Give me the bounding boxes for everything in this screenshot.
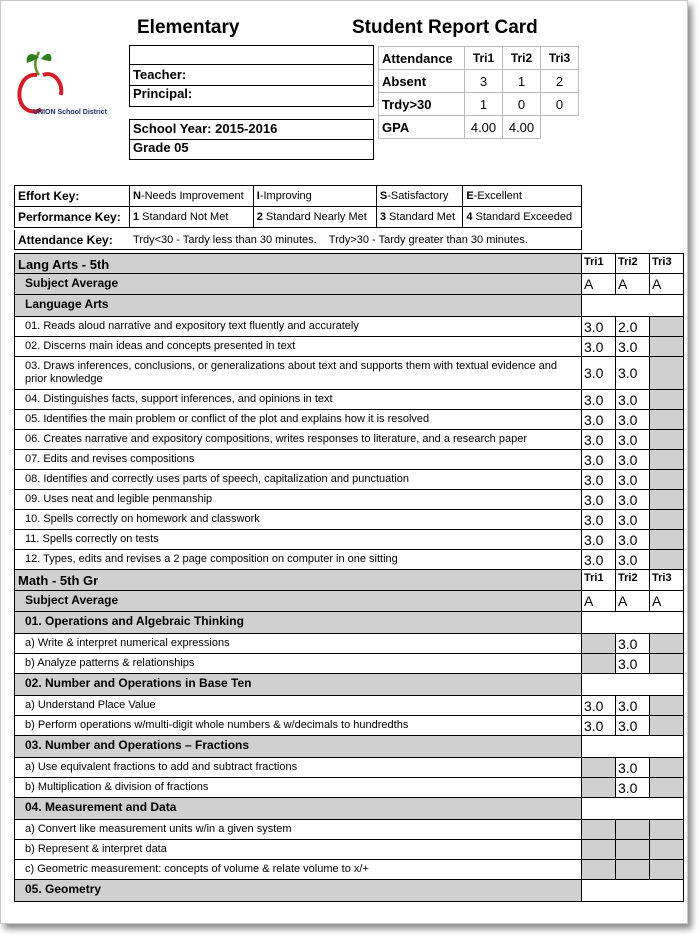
performance-key-2: 2 Standard Nearly Met	[253, 207, 376, 228]
standard-label: 10. Spells correctly on homework and classwork	[25, 513, 260, 525]
table-row	[14, 716, 684, 736]
grade-cell-tri3	[650, 470, 684, 489]
grade-cell-blank	[582, 880, 684, 901]
grade-cell-tri2: 3.0	[616, 778, 650, 797]
table-row	[14, 654, 684, 674]
grade-cell-blank	[582, 295, 684, 316]
standard-label: 12. Types, edits and revises a 2 page composition on computer in one sitting	[25, 553, 398, 565]
absent-tri3: 2	[541, 70, 579, 93]
effort-key-i: I-Improving	[253, 186, 376, 207]
section-header-row	[14, 295, 684, 317]
grade-cell-tri2: 3.0	[616, 490, 650, 509]
subject-header-row	[14, 253, 684, 274]
att-col-tri2: Tri2	[503, 47, 541, 70]
tardy-tri2: 0	[503, 93, 541, 116]
staff-box	[129, 45, 374, 107]
grade-cell-tri2	[616, 820, 650, 839]
grade-cell-tri2: 3.0	[616, 357, 650, 389]
grade-cell-tri3	[650, 530, 684, 549]
grade-cell-tri3	[650, 860, 684, 879]
grade-cell-tri3	[650, 716, 684, 735]
grade-cell-tri3	[650, 820, 684, 839]
effort-key-n: N-Needs Improvement	[130, 186, 254, 207]
grades-table	[14, 253, 684, 902]
term-header-tri2: Tri2	[616, 570, 650, 590]
table-row	[14, 450, 684, 470]
table-row	[14, 317, 684, 337]
section-header-row	[14, 736, 684, 758]
grade-cell-tri1: 3.0	[582, 530, 616, 549]
grade-cell-tri2: 3.0	[616, 716, 650, 735]
table-row	[14, 696, 684, 716]
grade-cell-tri1: 3.0	[582, 357, 616, 389]
teacher-label: Teacher:	[133, 67, 187, 82]
subject-header-row	[14, 570, 684, 591]
grade-level: Grade 05	[133, 140, 189, 155]
tardy-tri1: 1	[465, 93, 503, 116]
table-row	[14, 337, 684, 357]
standard-label: 03. Draws inferences, conclusions, or generalizations about text and supports them with textual evidence and prior knowledge	[25, 360, 557, 385]
grade-cell-tri2: 2.0	[616, 317, 650, 336]
standard-label: 07. Edits and revises compositions	[25, 453, 195, 465]
grade-cell-tri2	[616, 840, 650, 859]
grade-cell-tri1	[582, 860, 616, 879]
grade-cell-tri1: A	[582, 274, 616, 294]
key-table	[14, 185, 582, 228]
standard-label: 02. Discerns main ideas and concepts presented in text	[25, 340, 296, 352]
grade-cell-tri3: A	[650, 591, 684, 611]
section-header-row	[14, 612, 684, 634]
table-row	[14, 410, 684, 430]
grade-cell-tri2: 3.0	[616, 530, 650, 549]
grade-cell-tri1: 3.0	[582, 317, 616, 336]
standard-label: b) Perform operations w/multi-digit whole numbers & w/decimals to hundredths	[25, 719, 409, 731]
school-type-heading: Elementary	[137, 17, 240, 38]
gpa-tri3	[541, 116, 579, 139]
grade-cell-tri3	[650, 510, 684, 529]
section-header-row	[14, 798, 684, 820]
table-row	[14, 430, 684, 450]
standard-label: b) Multiplication & division of fractions	[25, 781, 209, 793]
gpa-tri2: 4.00	[503, 116, 541, 139]
grade-cell-blank	[582, 736, 684, 757]
subject-average-row	[14, 274, 684, 295]
grade-cell-blank	[582, 612, 684, 633]
grade-cell-tri1	[582, 778, 616, 797]
grade-cell-tri2: 3.0	[616, 450, 650, 469]
section-label: 03. Number and Operations – Fractions	[25, 738, 250, 752]
grade-cell-tri1: 3.0	[582, 470, 616, 489]
tardy-label: Trdy>30	[379, 93, 465, 116]
table-row	[14, 758, 684, 778]
grade-cell-tri2: A	[616, 591, 650, 611]
performance-key-label: Performance Key:	[15, 207, 130, 228]
school-year: School Year: 2015-2016	[133, 121, 278, 136]
attendance-table	[378, 46, 579, 139]
att-col-tri3: Tri3	[541, 47, 579, 70]
grade-cell-tri2: 3.0	[616, 430, 650, 449]
table-row	[14, 634, 684, 654]
effort-key-label: Effort Key:	[15, 186, 130, 207]
standard-label: b) Represent & interpret data	[25, 843, 167, 855]
tardy-tri3: 0	[541, 93, 579, 116]
standard-label: c) Geometric measurement: concepts of volume & relate volume to x/+	[25, 863, 369, 875]
attendance-key	[14, 230, 582, 250]
principal-label: Principal:	[133, 86, 193, 101]
grade-cell-tri2: 3.0	[616, 550, 650, 569]
grade-cell-tri3	[650, 696, 684, 715]
grade-cell-tri1: 3.0	[582, 510, 616, 529]
district-name: UNION School District	[33, 109, 107, 116]
school-year-box	[129, 119, 374, 160]
standard-label: 01. Reads aloud narrative and expository text fluently and accurately	[25, 320, 359, 332]
grade-cell-tri1: 3.0	[582, 716, 616, 735]
subject-label: Math - 5th Gr	[18, 573, 99, 588]
grade-cell-tri1: 3.0	[582, 450, 616, 469]
grade-cell-tri1: A	[582, 591, 616, 611]
standard-label: 06. Creates narrative and expository compositions, writes responses to literature, and a research paper	[25, 433, 527, 445]
section-label: 05. Geometry	[25, 882, 102, 896]
grade-cell-tri3	[650, 430, 684, 449]
grade-cell-tri3	[650, 450, 684, 469]
attendance-key-label: Attendance Key:	[18, 233, 113, 247]
attendance-key-text: Trdy<30 - Tardy less than 30 minutes. Trdy>30 - Tardy greater than 30 minutes.	[133, 234, 528, 246]
report-title: Student Report Card	[352, 17, 538, 38]
section-label: 02. Number and Operations in Base Ten	[25, 676, 252, 690]
term-header-tri3: Tri3	[650, 254, 684, 273]
grade-cell-tri3	[650, 337, 684, 356]
grade-cell-tri2: 3.0	[616, 510, 650, 529]
grade-cell-tri1: 3.0	[582, 550, 616, 569]
grade-cell-blank	[582, 798, 684, 819]
grade-cell-tri3	[650, 634, 684, 653]
grade-cell-tri1: 3.0	[582, 696, 616, 715]
grade-cell-tri2: 3.0	[616, 634, 650, 653]
grade-cell-tri1: 3.0	[582, 390, 616, 409]
table-row	[14, 470, 684, 490]
grade-cell-tri2: 3.0	[616, 470, 650, 489]
grade-cell-tri2: 3.0	[616, 410, 650, 429]
grade-cell-tri2: 3.0	[616, 390, 650, 409]
grade-cell-tri1	[582, 634, 616, 653]
performance-key-3: 3 Standard Met	[376, 207, 462, 228]
grade-cell-tri2: 3.0	[616, 654, 650, 673]
gpa-label: GPA	[379, 116, 465, 139]
grade-cell-tri1: 3.0	[582, 430, 616, 449]
effort-key-e: E-Excellent	[463, 186, 582, 207]
standard-label: a) Write & interpret numerical expressions	[25, 637, 230, 649]
table-row	[14, 490, 684, 510]
performance-key-1: 1 Standard Not Met	[130, 207, 254, 228]
grade-cell-tri1	[582, 758, 616, 777]
grade-cell-tri3	[650, 410, 684, 429]
table-row	[14, 550, 684, 570]
term-header-tri1: Tri1	[582, 570, 616, 590]
grade-cell-tri1: 3.0	[582, 410, 616, 429]
standard-label: a) Understand Place Value	[25, 699, 156, 711]
grade-cell-tri3	[650, 778, 684, 797]
section-label: 01. Operations and Algebraic Thinking	[25, 614, 244, 628]
standard-label: b) Analyze patterns & relationships	[25, 657, 195, 669]
grade-cell-tri1	[582, 654, 616, 673]
standard-label: 11. Spells correctly on tests	[25, 533, 159, 545]
standard-label: a) Convert like measurement units w/in a given system	[25, 823, 292, 835]
standard-label: 08. Identifies and correctly uses parts of speech, capitalization and punctuation	[25, 473, 410, 485]
grade-cell-tri2: 3.0	[616, 758, 650, 777]
att-col-tri1: Tri1	[465, 47, 503, 70]
subject-average-label: Subject Average	[25, 593, 119, 607]
standard-label: 05. Identifies the main problem or conflict of the plot and explains how it is resolved	[25, 413, 430, 425]
table-row	[14, 860, 684, 880]
grade-cell-tri3	[650, 357, 684, 389]
grade-cell-tri3	[650, 550, 684, 569]
table-row	[14, 840, 684, 860]
absent-tri2: 1	[503, 70, 541, 93]
grade-cell-tri2: 3.0	[616, 337, 650, 356]
effort-key-s: S-Satisfactory	[376, 186, 462, 207]
section-label: 04. Measurement and Data	[25, 800, 177, 814]
grade-cell-tri3	[650, 758, 684, 777]
subject-average-label: Subject Average	[25, 276, 119, 290]
table-row	[14, 510, 684, 530]
term-header-tri1: Tri1	[582, 254, 616, 273]
table-row	[14, 820, 684, 840]
grade-cell-tri1	[582, 840, 616, 859]
standard-label: 09. Uses neat and legible penmanship	[25, 493, 213, 505]
grade-cell-blank	[582, 674, 684, 695]
standard-label: 04. Distinguishes facts, support inferences, and opinions in text	[25, 393, 333, 405]
section-header-row	[14, 880, 684, 902]
absent-label: Absent	[379, 70, 465, 93]
grade-cell-tri2: A	[616, 274, 650, 294]
table-row	[14, 530, 684, 550]
standard-label: a) Use equivalent fractions to add and subtract fractions	[25, 761, 298, 773]
grade-cell-tri3	[650, 317, 684, 336]
gpa-tri1: 4.00	[465, 116, 503, 139]
grade-cell-tri3	[650, 840, 684, 859]
grade-cell-tri3	[650, 490, 684, 509]
table-row	[14, 390, 684, 410]
grade-cell-tri3	[650, 654, 684, 673]
term-header-tri3: Tri3	[650, 570, 684, 590]
subject-average-row	[14, 591, 684, 612]
section-header-row	[14, 674, 684, 696]
table-row	[14, 778, 684, 798]
attendance-header: Attendance	[379, 47, 465, 70]
absent-tri1: 3	[465, 70, 503, 93]
grade-cell-tri2: 3.0	[616, 696, 650, 715]
performance-key-4: 4 Standard Exceeded	[463, 207, 582, 228]
table-row	[14, 357, 684, 390]
grade-cell-tri1: 3.0	[582, 490, 616, 509]
grade-cell-tri1: 3.0	[582, 337, 616, 356]
grade-cell-tri3: A	[650, 274, 684, 294]
grade-cell-tri3	[650, 390, 684, 409]
subject-label: Lang Arts - 5th	[18, 257, 110, 272]
term-header-tri2: Tri2	[616, 254, 650, 273]
district-logo	[17, 47, 117, 127]
grade-cell-tri1	[582, 820, 616, 839]
grade-cell-tri2	[616, 860, 650, 879]
section-label: Language Arts	[25, 297, 109, 311]
